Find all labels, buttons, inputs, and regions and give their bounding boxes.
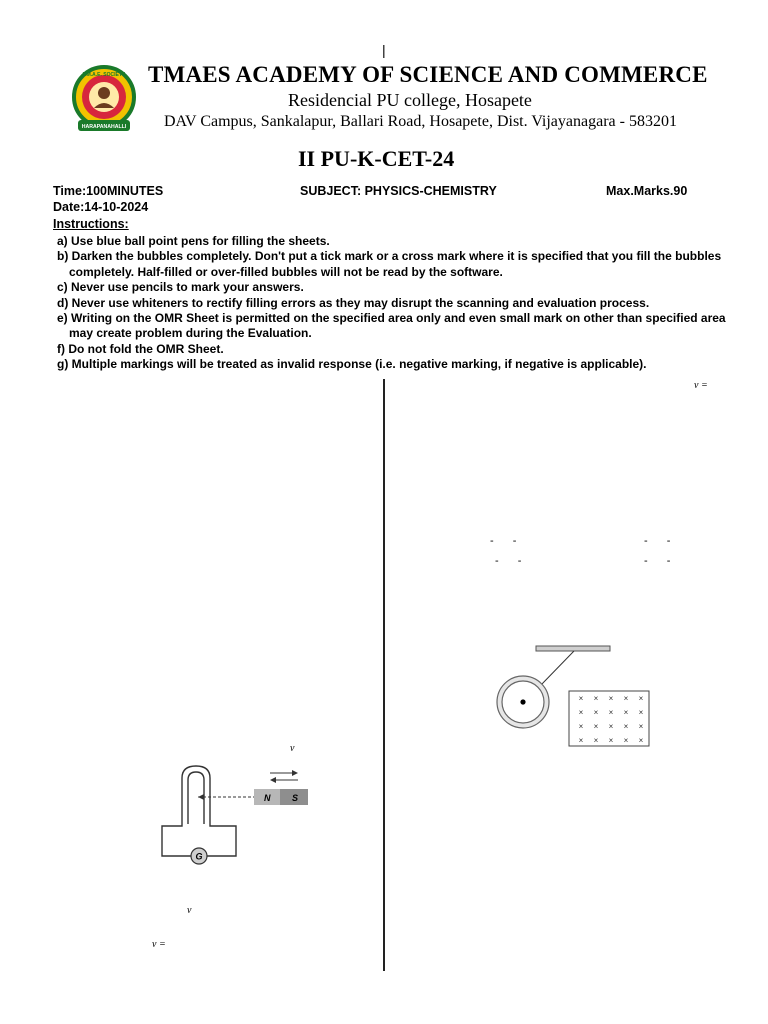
instruction-e: e) Writing on the OMR Sheet is permitted on the specified area only and even small mark on other than specified area <box>57 311 726 326</box>
velocity-equals-left: v = <box>152 939 166 950</box>
column-divider <box>383 379 385 971</box>
exam-title: II PU-K-CET-24 <box>298 146 455 171</box>
field-cross: × <box>593 736 599 745</box>
dash-pair-2: - - <box>644 535 679 547</box>
exam-time: Time:100MINUTES <box>53 184 164 198</box>
college-address: DAV Campus, Sankalapur, Ballari Road, Hosapete, Dist. Vijayanagara - 583201 <box>164 113 677 130</box>
exam-date: Date:14-10-2024 <box>53 200 149 214</box>
instruction-f: f) Do not fold the OMR Sheet. <box>57 341 224 356</box>
field-cross: × <box>623 736 629 745</box>
field-cross: × <box>608 722 614 731</box>
instruction-c: c) Never use pencils to mark your answers. <box>57 280 304 295</box>
coil-loop-outer <box>182 766 210 818</box>
dash-pair-3: - - <box>495 555 530 567</box>
dash-pair-1: - - <box>490 535 525 547</box>
dash-pair-4: - - <box>644 555 679 567</box>
arrow-right-head <box>292 770 298 776</box>
field-cross: × <box>638 736 644 745</box>
instructions-list <box>57 234 726 373</box>
suspension-thread <box>540 651 574 686</box>
instruction-e-continued: may create problem during the Evaluation. <box>69 326 312 341</box>
coil-leads <box>188 818 204 824</box>
field-cross: × <box>638 722 644 731</box>
college-subtitle: Residencial PU college, Hosapete <box>288 90 532 110</box>
instruction-b-continued: completely. Half-filled or over-filled bubbles will not be read by the software. <box>69 264 503 279</box>
field-cross: × <box>608 736 614 745</box>
instruction-b: b) Darken the bubbles completely. Don't put a tick mark or a cross mark where it is specified that you fill the bubbles <box>57 249 722 264</box>
axis-arrowhead <box>198 794 204 800</box>
velocity-label-top: v <box>290 743 295 754</box>
instruction-a: a) Use blue ball point pens for filling the sheets. <box>57 234 330 248</box>
field-cross: × <box>623 708 629 717</box>
field-cross: × <box>578 694 584 703</box>
college-name: TMAES ACADEMY OF SCIENCE AND COMMERCE <box>148 62 708 87</box>
instruction-g: g) Multiple markings will be treated as invalid response (i.e. negative marking, if negative is applicable). <box>57 357 647 372</box>
exam-subject: SUBJECT: PHYSICS-CHEMISTRY <box>300 184 497 198</box>
field-cross: × <box>578 708 584 717</box>
field-cross: × <box>638 708 644 717</box>
velocity-equals-right: v = <box>694 380 708 391</box>
logo-bottom-text: HARAPANAHALLI <box>81 124 127 130</box>
ring-magnetic-field-diagram <box>490 640 660 752</box>
field-cross: × <box>578 736 584 745</box>
field-cross: × <box>638 694 644 703</box>
field-cross: × <box>593 708 599 717</box>
field-cross: × <box>608 694 614 703</box>
support-bar <box>536 646 610 651</box>
field-cross: × <box>593 722 599 731</box>
induction-circuit-diagram <box>150 760 320 870</box>
logo-top-text: T.M.A.E. SOCIETY <box>82 72 126 78</box>
instruction-d: d) Never use whiteners to rectify filling errors as they may disrupt the scanning and evaluation process. <box>57 295 650 310</box>
field-cross: × <box>623 694 629 703</box>
magnet-s-label: S <box>292 793 299 803</box>
ring-center-dot <box>520 699 525 704</box>
velocity-label-bottom: v <box>187 905 192 916</box>
field-cross: × <box>608 708 614 717</box>
field-cross: × <box>623 722 629 731</box>
field-cross: × <box>593 694 599 703</box>
field-cross: × <box>578 722 584 731</box>
college-logo <box>68 64 140 136</box>
instructions-heading: Instructions: <box>53 217 129 231</box>
arrow-left-head <box>270 777 276 783</box>
exam-max-marks: Max.Marks.90 <box>606 184 688 198</box>
magnet-n-label: N <box>264 793 271 803</box>
page-tick-mark: | <box>382 42 386 58</box>
coil-loop-inner <box>188 772 204 818</box>
galvanometer-label: G <box>195 851 203 862</box>
